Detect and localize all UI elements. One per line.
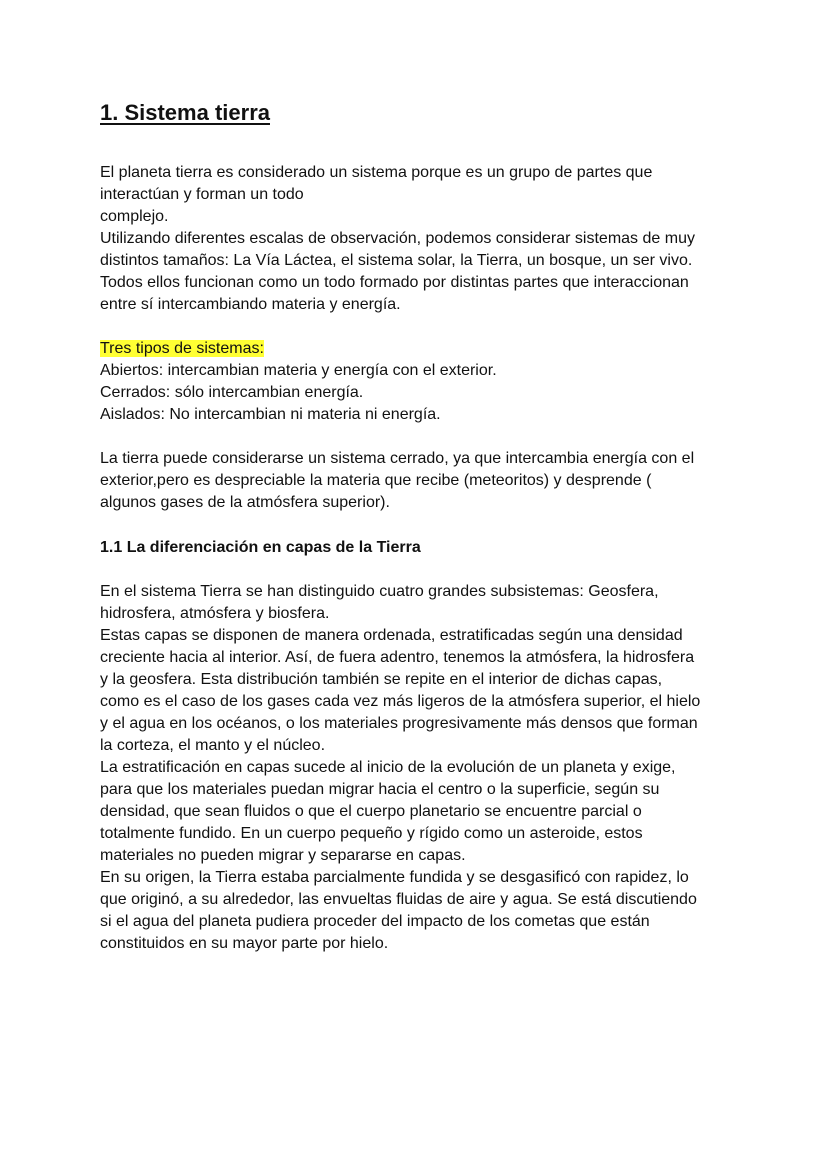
text-line: Todos ellos funcionan como un todo formado por distintas partes que interaccionan [100, 274, 689, 291]
section-heading: 1.1 La diferenciación en capas de la Tierra [100, 539, 421, 556]
text-line: si el agua del planeta pudiera proceder del impacto de los cometas que están [100, 913, 650, 930]
text-line: Estas capas se disponen de manera ordenada, estratificadas según una densidad [100, 627, 683, 644]
list-item: Aislados: No intercambian ni materia ni energía. [100, 406, 441, 423]
text-line: exterior,pero es despreciable la materia que recibe (meteoritos) y desprende ( [100, 472, 652, 489]
text-line: interactúan y forman un todo [100, 186, 304, 203]
text-line: y el agua en los océanos, o los materiales progresivamente más densos que forman [100, 715, 698, 732]
document-page [100, 98, 740, 955]
text-line: la corteza, el manto y el núcleo. [100, 737, 326, 754]
text-line: La tierra puede considerarse un sistema cerrado, ya que intercambia energía con el [100, 450, 695, 467]
closed-system-paragraph [100, 448, 740, 514]
text-line: como es el caso de los gases cada vez más ligeros de la atmósfera superior, el hielo [100, 693, 701, 710]
text-line: La estratificación en capas sucede al inicio de la evolución de un planeta y exige, [100, 759, 676, 776]
text-line: En su origen, la Tierra estaba parcialmente fundida y se desgasificó con rapidez, lo [100, 869, 689, 886]
intro-paragraph [100, 162, 740, 316]
text-line: constituidos en su mayor parte por hielo. [100, 935, 389, 952]
text-line: entre sí intercambiando materia y energía. [100, 296, 401, 313]
section-paragraph [100, 581, 740, 955]
text-line: hidrosfera, atmósfera y biosfera. [100, 605, 330, 622]
text-line: algunos gases de la atmósfera superior). [100, 494, 390, 511]
text-line: distintos tamaños: La Vía Láctea, el sistema solar, la Tierra, un bosque, un ser vivo. [100, 252, 693, 269]
text-line: En el sistema Tierra se han distinguido cuatro grandes subsistemas: Geosfera, [100, 583, 659, 600]
page-title: 1. Sistema tierra [100, 100, 270, 125]
text-line: El planeta tierra es considerado un sistema porque es un grupo de partes que [100, 164, 653, 181]
text-line: y la geosfera. Esta distribución también se repite en el interior de dichas capas, [100, 671, 663, 688]
list-item: Cerrados: sólo intercambian energía. [100, 384, 364, 401]
text-line: para que los materiales puedan migrar hacia el centro o la superficie, según su [100, 781, 660, 798]
text-line: materiales no pueden migrar y separarse en capas. [100, 847, 466, 864]
systems-list [100, 338, 740, 426]
text-line: Utilizando diferentes escalas de observación, podemos considerar sistemas de muy [100, 230, 695, 247]
text-line: creciente hacia al interior. Así, de fuera adentro, tenemos la atmósfera, la hidrosfera [100, 649, 695, 666]
text-line: densidad, que sean fluidos o que el cuerpo planetario se encuentre parcial o [100, 803, 642, 820]
text-line: que originó, a su alrededor, las envueltas fluidas de aire y agua. Se está discutiendo [100, 891, 697, 908]
text-line: complejo. [100, 208, 169, 225]
systems-heading: Tres tipos de sistemas: [100, 340, 264, 357]
list-item: Abiertos: intercambian materia y energía con el exterior. [100, 362, 497, 379]
text-line: totalmente fundido. En un cuerpo pequeño y rígido como un asteroide, estos [100, 825, 643, 842]
